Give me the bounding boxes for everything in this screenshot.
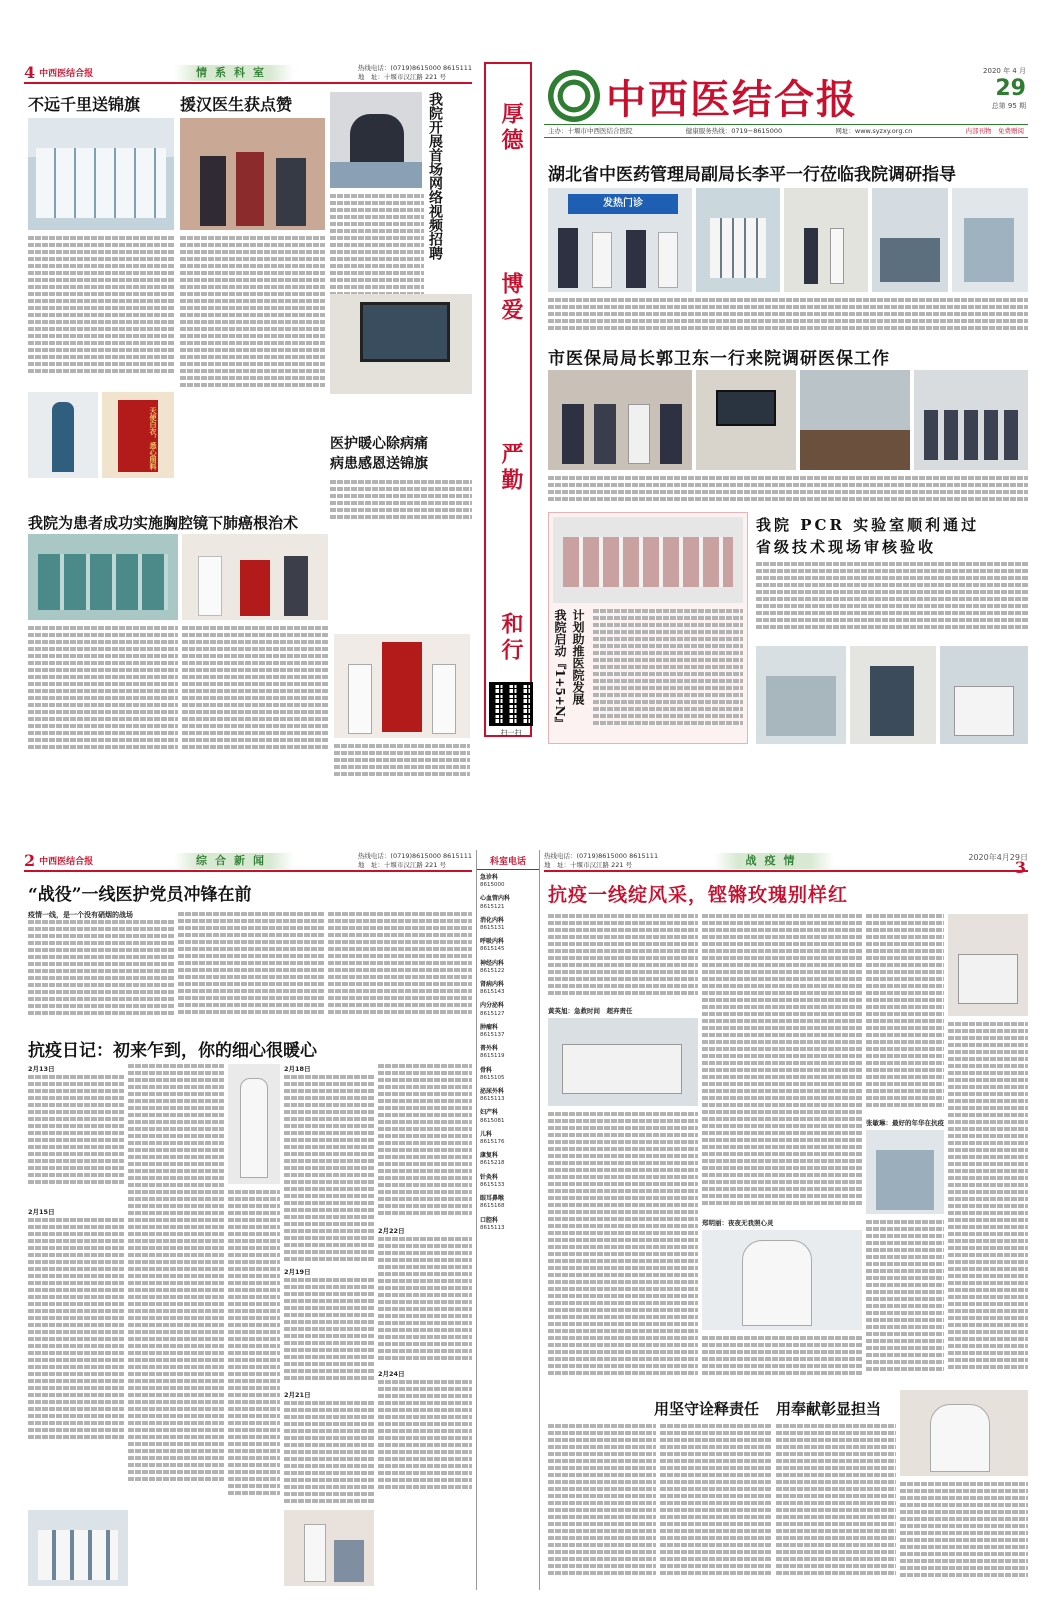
page-header bbox=[544, 850, 1028, 877]
article-body bbox=[28, 626, 178, 766]
photo-meeting bbox=[872, 188, 948, 292]
photo-corridor bbox=[784, 188, 868, 292]
directory-entry bbox=[480, 1152, 536, 1167]
diary-date: 2月13日 bbox=[28, 1065, 55, 1073]
page-2 bbox=[24, 850, 472, 1590]
directory-dept: 消化内科 bbox=[480, 916, 505, 924]
headline: 我院 PCR 实验室顺利通过 省级技术现场审核验收 bbox=[756, 516, 980, 556]
article-body bbox=[948, 1022, 1028, 1382]
directory-phone: 8615119 bbox=[480, 1053, 505, 1060]
feature-box bbox=[548, 512, 748, 744]
directory-phone: 8615133 bbox=[480, 1181, 505, 1188]
article-body bbox=[548, 476, 1028, 506]
article-title: 用坚守诠释责任 bbox=[654, 1400, 760, 1418]
article-title: 抗疫日记：初来乍到，你的细心很暖心 bbox=[28, 1041, 317, 1061]
qr-caption: 扫一扫 bbox=[500, 729, 522, 737]
directory-entry bbox=[480, 1002, 536, 1017]
motto-word: 厚德 bbox=[498, 102, 524, 154]
diary-date: 2月18日 bbox=[284, 1065, 311, 1073]
page-header bbox=[24, 62, 472, 84]
motto-word: 和行 bbox=[498, 612, 524, 664]
photo-ward-inspection bbox=[696, 188, 780, 292]
photo-silk-banner bbox=[102, 392, 174, 478]
directory-dept: 眼耳鼻喉 bbox=[480, 1195, 505, 1203]
directory-dept: 心血管内科 bbox=[480, 895, 511, 903]
subheading: 郑明丽：夜夜无我照心灵 bbox=[702, 1219, 774, 1227]
article-body bbox=[28, 236, 174, 388]
paper-name: 中西医结合报 bbox=[39, 856, 94, 867]
directory-entry bbox=[480, 1088, 536, 1103]
headline: 抗疫一线绽风采，铿锵玫瑰别样红 bbox=[548, 884, 849, 906]
directory-dept: 妇产科 bbox=[480, 1109, 499, 1117]
photo-lab-1 bbox=[756, 646, 846, 744]
article-body bbox=[328, 912, 472, 1030]
diary-date: 2月15日 bbox=[28, 1208, 55, 1216]
feature-title: 我院启动『1+5+N』 bbox=[553, 609, 567, 729]
photo-nurse-patient bbox=[284, 1510, 374, 1586]
article-title: 援汉医生获点赞 bbox=[180, 95, 293, 114]
directory-phone: 8615105 bbox=[480, 1074, 505, 1081]
top-spread bbox=[24, 62, 1028, 802]
diary-date: 2月21日 bbox=[284, 1391, 311, 1399]
directory-dept: 内分泌科 bbox=[480, 1002, 505, 1010]
directory-entry bbox=[480, 938, 536, 953]
directory-dept: 骨科 bbox=[480, 1066, 493, 1074]
directory-entry bbox=[480, 895, 536, 910]
directory-entry bbox=[480, 1217, 536, 1232]
photo-nurse-protective bbox=[228, 1064, 280, 1184]
header-info: 热线电话：(0719)8615000 8615111 地 址：十堰市汉江路 221 号 bbox=[357, 852, 472, 869]
article-body bbox=[593, 609, 743, 739]
article-title: 不远千里送锦旗 bbox=[28, 95, 141, 114]
photo-computer-office bbox=[696, 370, 796, 470]
banner-text: 天使白衣，悉心照料 bbox=[118, 400, 158, 472]
directory-entry bbox=[480, 1067, 536, 1082]
subheading: 黄英旭：急救时间 超弃责任 bbox=[548, 1007, 633, 1015]
directory-dept: 针灸科 bbox=[480, 1173, 499, 1181]
subheading: 疫情一线，是一个没有硝烟的战场 bbox=[28, 911, 133, 919]
directory-dept: 康复科 bbox=[480, 1152, 499, 1160]
article-body bbox=[548, 298, 1028, 338]
article-body bbox=[900, 1482, 1028, 1584]
photo-lab-2 bbox=[850, 646, 936, 744]
subheading: 张敏琳：最好的年华在抗疫 bbox=[866, 1119, 944, 1127]
directory-entry bbox=[480, 1109, 536, 1124]
photo-plan-launch bbox=[553, 517, 743, 603]
directory-dept: 肾病内科 bbox=[480, 981, 505, 989]
page-number: 4 bbox=[24, 62, 36, 82]
directory-dept: 泌尿外科 bbox=[480, 1088, 505, 1096]
section-title: 情系科室 bbox=[174, 65, 294, 81]
directory-entry bbox=[480, 981, 536, 996]
article-body bbox=[548, 1112, 698, 1382]
header-info: 热线电话：(0719)8615000 8615111 地 址：十堰市汉江路 221 号 bbox=[357, 64, 472, 81]
article-body bbox=[702, 914, 862, 1214]
directory-phone: 8615137 bbox=[480, 1032, 505, 1039]
directory-phone: 8615081 bbox=[480, 1117, 505, 1124]
article-body bbox=[182, 626, 328, 766]
photo-award-ceremony bbox=[180, 118, 325, 230]
page-4 bbox=[24, 62, 472, 802]
article-body bbox=[866, 1220, 944, 1382]
directory-dept: 儿科 bbox=[480, 1130, 493, 1138]
directory-phone: 8615121 bbox=[480, 903, 505, 910]
article-body bbox=[702, 1336, 862, 1382]
page-3 bbox=[544, 850, 1028, 1590]
photo-icu bbox=[548, 1018, 698, 1106]
directory-phone: 8615176 bbox=[480, 1139, 505, 1146]
photo-equipment bbox=[952, 188, 1028, 292]
directory-phone: 8615113 bbox=[480, 1224, 505, 1231]
photo-medical-insurance-visit bbox=[548, 370, 692, 470]
article-title: 用奉献彰显担当 bbox=[776, 1400, 882, 1418]
article-body bbox=[776, 1424, 896, 1584]
directory-phone: 8615145 bbox=[480, 946, 505, 953]
hospital-logo-icon bbox=[548, 70, 600, 122]
page-header bbox=[24, 850, 472, 872]
photo-doctor-banner bbox=[28, 392, 98, 478]
photo-banner-presentation bbox=[334, 634, 470, 738]
photo-medical-station bbox=[866, 1130, 944, 1214]
article-body bbox=[756, 562, 1028, 642]
directory-entry bbox=[480, 874, 536, 889]
article-title: “战役”一线医护党员冲锋在前 bbox=[28, 885, 252, 905]
photo-medical-team bbox=[28, 118, 174, 230]
directory-dept: 呼吸内科 bbox=[480, 938, 505, 946]
diary-date: 2月19日 bbox=[284, 1268, 311, 1276]
directory-phone: 8615218 bbox=[480, 1160, 505, 1167]
directory-entry bbox=[480, 917, 536, 932]
bottom-spread bbox=[24, 850, 1028, 1590]
diary-date: 2月22日 bbox=[378, 1227, 405, 1235]
department-directory bbox=[476, 850, 540, 1590]
directory-dept: 急诊科 bbox=[480, 874, 499, 881]
masthead bbox=[544, 62, 1028, 152]
photo-ppe-staff bbox=[900, 1390, 1028, 1476]
directory-entry bbox=[480, 1174, 536, 1189]
article-body bbox=[548, 914, 698, 1006]
paper-brand: 中西医结合报 bbox=[606, 76, 858, 123]
page-number: 3 bbox=[1014, 858, 1026, 877]
motto-word: 博爱 bbox=[498, 272, 524, 324]
article-title-vertical: 我院开展首场网络视频招聘 bbox=[427, 92, 443, 260]
qr-code-icon[interactable] bbox=[489, 682, 533, 726]
directory-phone: 8615127 bbox=[480, 1010, 505, 1017]
headline: 市医保局局长郭卫东一行来院调研医保工作 bbox=[548, 349, 890, 369]
headline: 湖北省中医药管理局副局长李平一行莅临我院调研指导 bbox=[548, 165, 956, 185]
header-info: 热线电话：(0719)8615000 8615111 地 址：十堰市汉江路 221 号 bbox=[544, 852, 659, 869]
feature-title: 计划助推医院发展 bbox=[571, 609, 585, 705]
photo-fever-clinic bbox=[548, 188, 692, 292]
paper-name: 中西医结合报 bbox=[39, 68, 94, 79]
directory-list bbox=[477, 870, 539, 1242]
directory-entry bbox=[480, 960, 536, 975]
photo-nurse-ppe bbox=[702, 1230, 862, 1330]
issue-date: 2020 年 4 月 29 总第 95 期 bbox=[983, 67, 1026, 110]
photo-seminar bbox=[914, 370, 1028, 470]
article-body bbox=[660, 1424, 772, 1584]
qr-block bbox=[486, 682, 536, 742]
photo-video-interview bbox=[330, 92, 422, 188]
article-body bbox=[178, 912, 324, 1030]
directory-title: 科室电话 bbox=[477, 850, 539, 870]
directory-dept: 肿瘤科 bbox=[480, 1023, 499, 1031]
article-body bbox=[334, 744, 470, 784]
directory-phone: 8615122 bbox=[480, 967, 505, 974]
photo-conference bbox=[800, 370, 910, 470]
page-number: 2 bbox=[24, 850, 36, 870]
clinic-sign: 发热门诊 bbox=[568, 194, 678, 214]
photo-lab-3 bbox=[940, 646, 1028, 744]
photo-recruitment-screen bbox=[330, 294, 472, 394]
photo-patient-family bbox=[182, 534, 328, 620]
directory-entry bbox=[480, 1024, 536, 1039]
article-body bbox=[128, 1064, 224, 1504]
header-date: 2020年4月29日 bbox=[968, 853, 1028, 862]
section-title: 战疫情 bbox=[714, 853, 834, 869]
article-title: 医护暖心除病痛 病患感恩送锦旗 bbox=[330, 436, 428, 472]
directory-dept: 普外科 bbox=[480, 1045, 499, 1053]
directory-dept: 神经内科 bbox=[480, 959, 505, 967]
photo-ward-team bbox=[28, 1510, 128, 1586]
directory-entry bbox=[480, 1045, 536, 1060]
photo-surgery bbox=[28, 534, 178, 620]
article-title: 我院为患者成功实施胸腔镜下肺癌根治术 bbox=[28, 514, 299, 532]
directory-phone: 8615168 bbox=[480, 1203, 505, 1210]
motto-word: 严勤 bbox=[498, 442, 524, 494]
directory-phone: 8615113 bbox=[480, 1096, 505, 1103]
directory-phone: 8615143 bbox=[480, 989, 505, 996]
article-body bbox=[28, 920, 174, 1030]
directory-phone: 8615000 bbox=[480, 882, 505, 889]
article-body bbox=[548, 1424, 656, 1584]
section-title: 综合新闻 bbox=[174, 853, 294, 869]
article-body bbox=[228, 1190, 280, 1504]
article-body bbox=[180, 236, 325, 406]
masthead-info-bar: 主办：十堰市中西医结合医院 健康服务热线：0719−8615000 网址：www.syzxy.org.cn 内部刊物 免费赠阅 bbox=[544, 124, 1028, 138]
directory-entry bbox=[480, 1131, 536, 1146]
directory-entry bbox=[480, 1195, 536, 1210]
diary-date: 2月24日 bbox=[378, 1370, 405, 1378]
article-body bbox=[330, 480, 472, 526]
photo-patient-care bbox=[948, 914, 1028, 1016]
article-body bbox=[866, 914, 944, 1114]
directory-phone: 8615131 bbox=[480, 925, 505, 932]
directory-dept: 口腔科 bbox=[480, 1216, 499, 1224]
